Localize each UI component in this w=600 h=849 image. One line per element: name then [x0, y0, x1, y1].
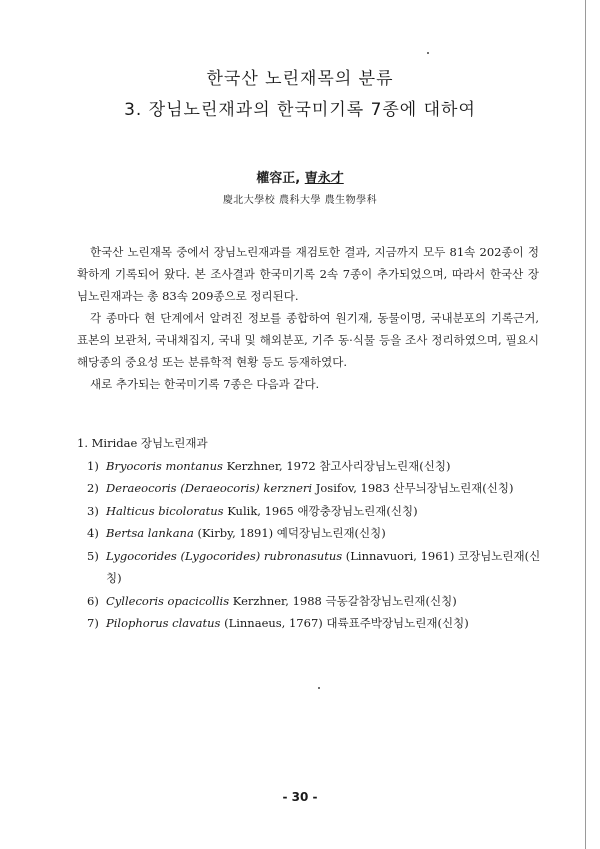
species-authority: (Linnaeus, 1767) 대륙표주박장님노린재(신칭) — [224, 616, 469, 630]
species-item — [77, 545, 547, 590]
species-number: 5) — [87, 548, 99, 563]
species-section — [77, 432, 547, 635]
affiliation: 慶北大學校 農科大學 農生物學科 — [222, 195, 378, 206]
scan-speck — [427, 52, 429, 54]
authors — [0, 167, 600, 186]
species-name: Bryocoris montanus — [106, 458, 223, 473]
species-authority: Josifov, 1983 산무늬장님노린재(신칭) — [315, 481, 514, 495]
species-name: Pilophorus clavatus — [106, 616, 221, 630]
species-list — [77, 455, 547, 635]
title-line-1: 한국산 노린재목의 분류 — [206, 69, 394, 89]
species-name: Cyllecoris opacicollis — [106, 593, 230, 608]
abstract — [77, 241, 539, 395]
species-authority: Kulik, 1965 애깡충장님노린재(신칭) — [227, 503, 418, 518]
species-number: 6) — [87, 593, 99, 608]
page-number: - 30 - — [282, 790, 318, 804]
species-name: Bertsa lankana — [106, 526, 194, 540]
species-item — [77, 590, 547, 613]
abstract-paragraph: 각 종마다 현 단계에서 알려진 정보를 종합하여 원기재, 동물이명, 국내분포의 기록근거, 표본의 보관처, 국내채집지, 국내 및 해외분포, 기주 동·식물 등을 조사 정리하였으며, 필요시 해당종의 중요성 또는 분류학적 현황 등도 등재하였다. — [77, 311, 539, 369]
section-heading: 1. Miridae 장님노린재과 — [77, 436, 208, 450]
title-line-2: 3. 장님노린재과의 한국미기록 7종에 대하여 — [124, 100, 476, 120]
species-name: Lygocorides (Lygocorides) rubronasutus — [106, 548, 343, 563]
species-item — [77, 522, 547, 545]
species-item — [77, 500, 547, 523]
species-number: 1) — [87, 458, 99, 473]
species-number: 2) — [87, 481, 99, 495]
species-name: Halticus bicoloratus — [106, 503, 224, 518]
author-2: 曺永才 — [304, 171, 344, 186]
species-authority: Kerzhner, 1988 극동갈참장님노린재(신칭) — [232, 593, 457, 608]
scan-speck — [318, 687, 320, 689]
species-item — [77, 455, 547, 478]
abstract-paragraph: 한국산 노린재목 중에서 장님노린재과를 재검토한 결과, 지금까지 모두 81속 202종이 정확하게 기록되어 왔다. 본 조사결과 한국미기록 2속 7종이 추가되었으며, 따라서 한국산 장님노린재과는 총 83속 209종으로 정리된다. — [77, 245, 539, 303]
species-name: Deraeocoris (Deraeocoris) kerzneri — [106, 481, 313, 495]
abstract-paragraph: 새로 추가되는 한국미기록 7종은 다음과 같다. — [90, 377, 320, 391]
species-authority: (Kirby, 1891) 예덕장님노린재(신칭) — [197, 526, 386, 540]
species-authority: Kerzhner, 1972 참고사리장님노린재(신칭) — [226, 458, 451, 473]
author-1: 權容正, — [256, 171, 301, 186]
species-authority: (Linnavuori, 1961) 코장님노린재(신칭) — [106, 548, 541, 585]
species-number: 3) — [87, 503, 99, 518]
species-item — [77, 612, 547, 635]
species-item — [77, 477, 547, 500]
species-number: 7) — [87, 616, 99, 630]
page-edge-line — [585, 0, 586, 849]
species-number: 4) — [87, 526, 99, 540]
